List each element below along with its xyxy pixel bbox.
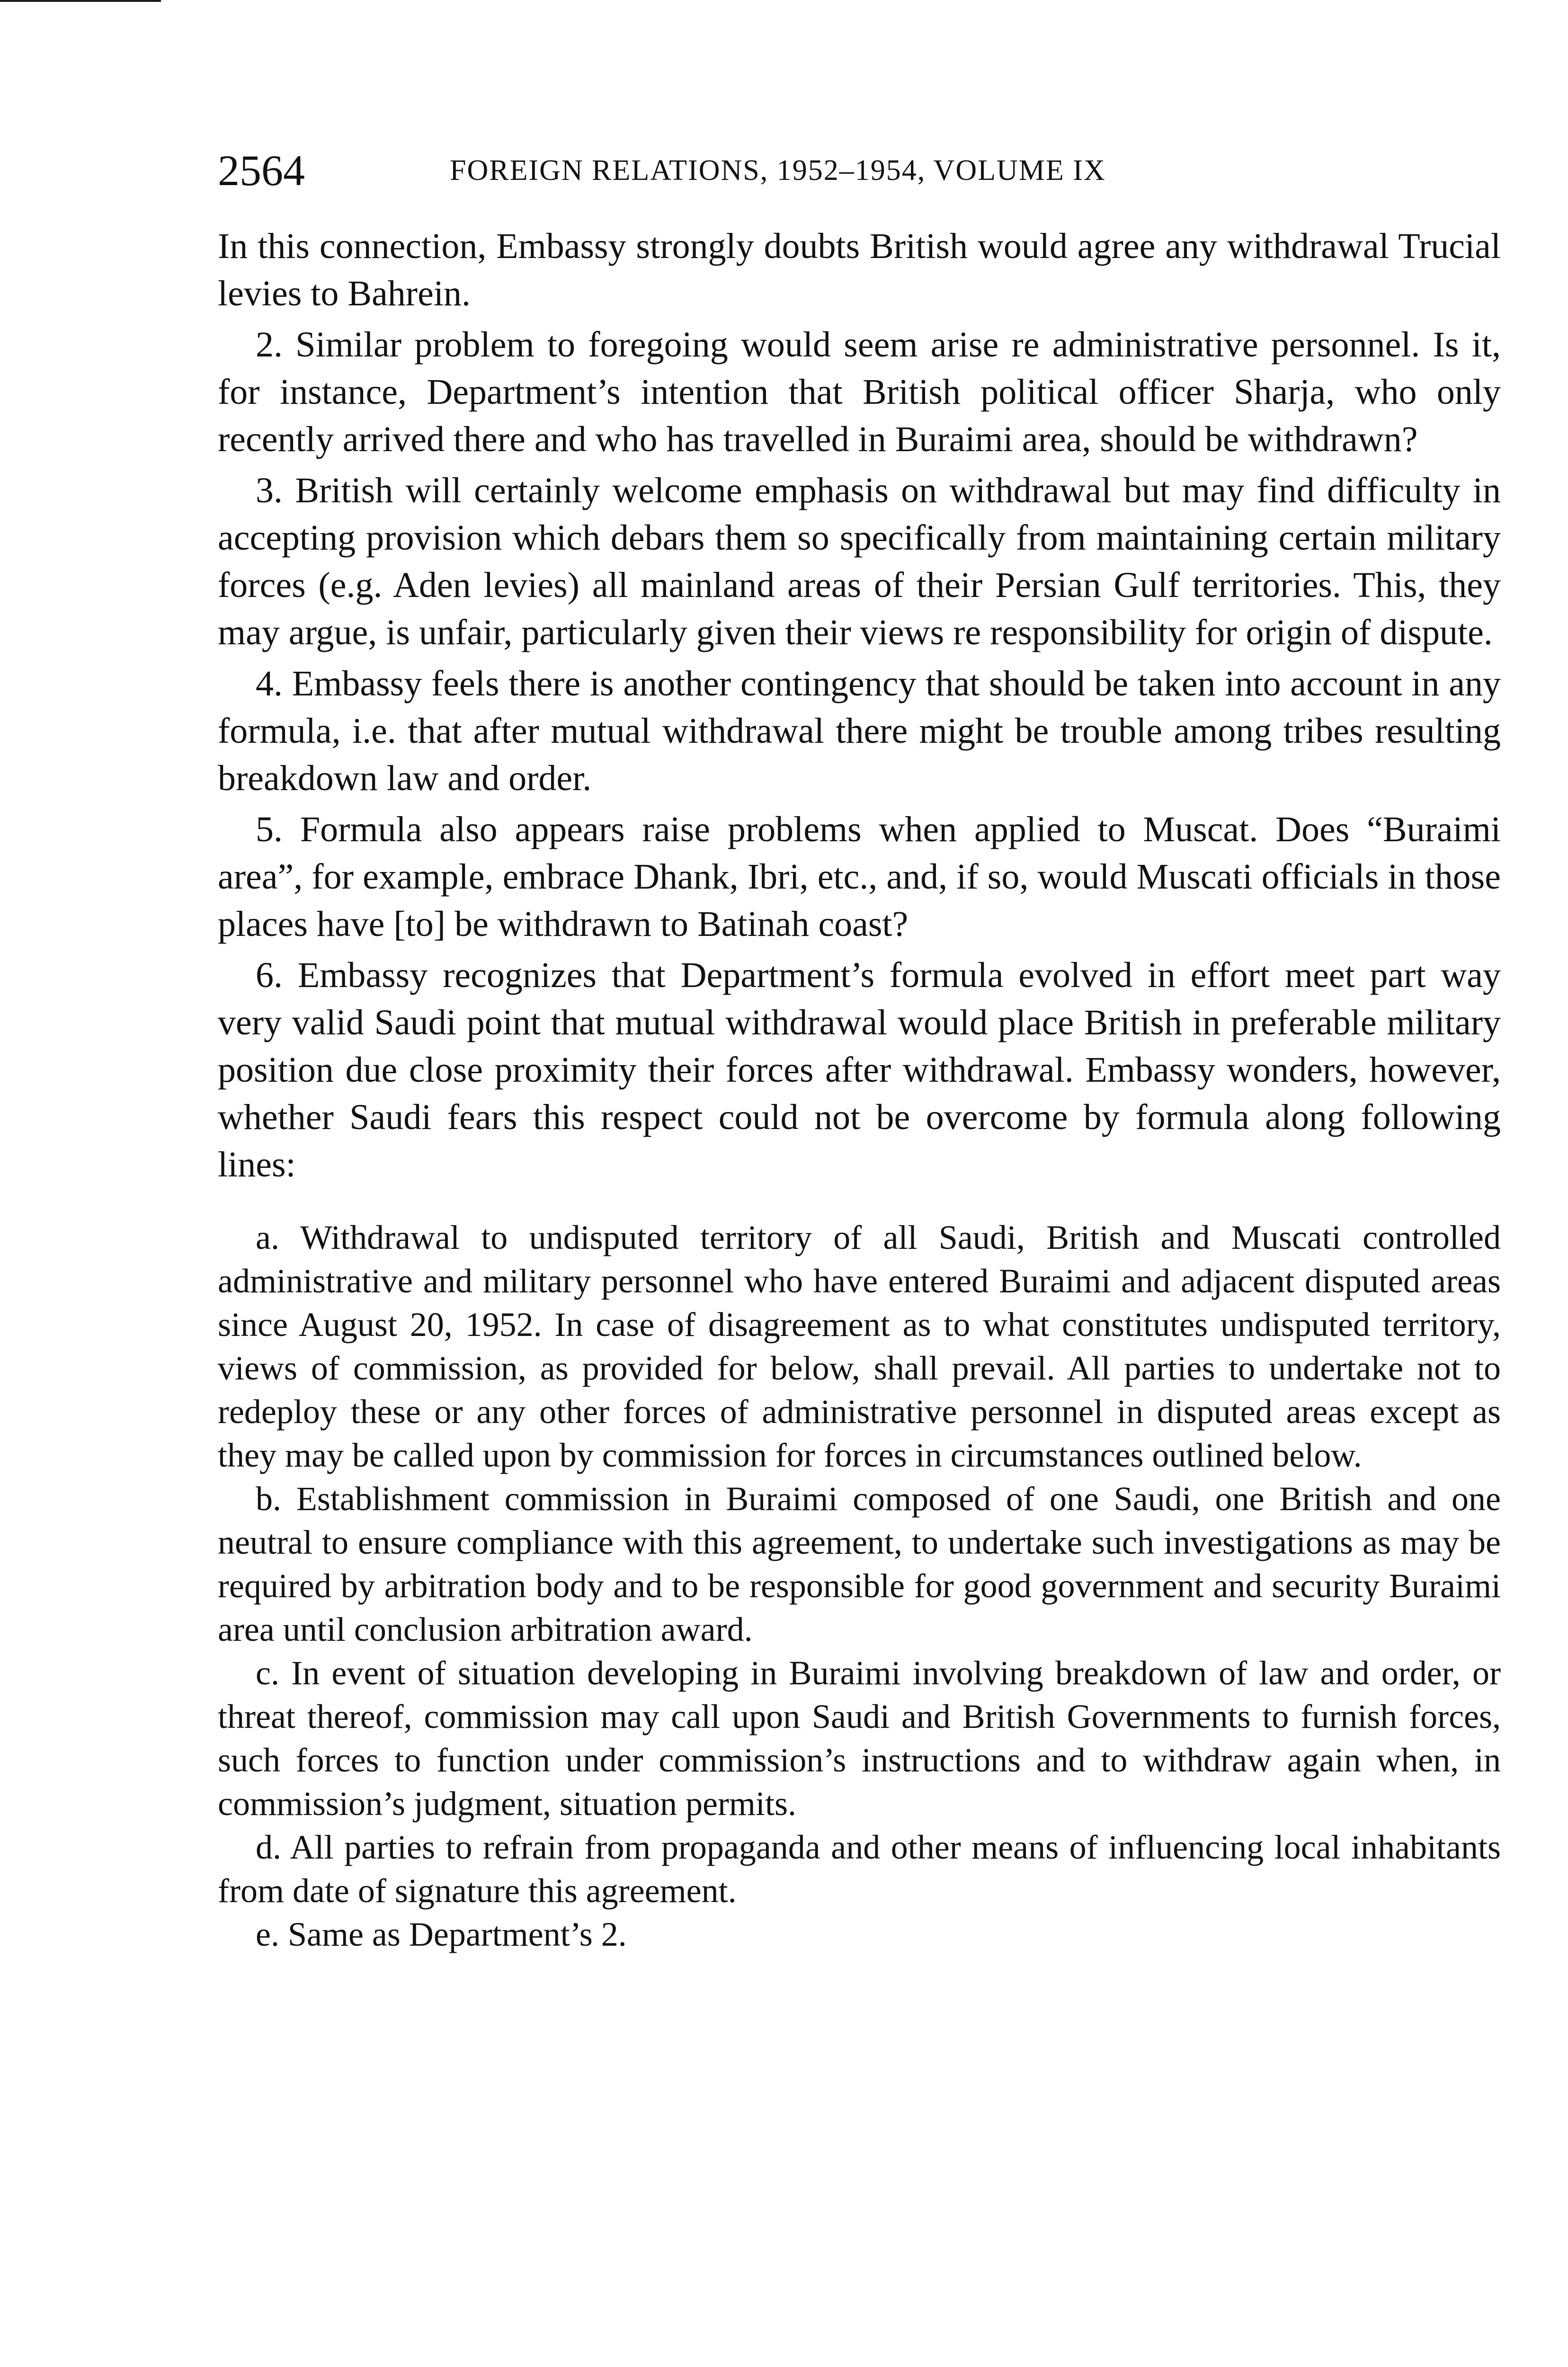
formula-item-e: e. Same as Department’s 2.	[256, 1915, 627, 1953]
paragraph-2: 2. Similar problem to foregoing would seem arise re administrative personnel. Is it, for instance, Department’s intention that British political officer Sharja, who only recently arrived there and who has travelled in Buraimi area, should be withdrawn?	[218, 325, 1501, 459]
paragraph-6: 6. Embassy recognizes that Department’s formula evolved in effort meet part way very valid Saudi point that mutual withdrawal would place British in preferable military position due close proximity their forces after withdrawal. Embassy wonders, however, whether Saudi fears this respect could not be overcome by formula along following lines:	[218, 955, 1501, 1184]
paragraph-3: 3. British will certainly welcome emphasis on withdrawal but may find difficulty in accepting provision which debars them so specifically from maintaining certain military forces (e.g. Aden levies) all mainland areas of their Persian Gulf territories. This, they may argue, is unfair, particularly given their views re responsibility for origin of dispute.	[218, 471, 1501, 652]
proposed-formula-list	[218, 1216, 1501, 1956]
corner-rule	[0, 0, 161, 2]
page-header	[218, 142, 1501, 199]
running-head: FOREIGN RELATIONS, 1952–1954, VOLUME IX	[450, 154, 1106, 187]
formula-item-c: c. In event of situation developing in Buraimi involving breakdown of law and order, or threat thereof, commission may call upon Saudi and British Governments to furnish forces, such forces to function under commission’s instructions and to withdraw again when, in commission’s judgment, situation permits.	[218, 1654, 1501, 1823]
body-text	[218, 222, 1501, 1188]
paragraph-4: 4. Embassy feels there is another contingency that should be taken into account in any formula, i.e. that after mutual withdrawal there might be trouble among tribes resulting breakdown law and order.	[218, 664, 1501, 798]
page-number: 2564	[218, 146, 305, 195]
document-page	[218, 142, 1501, 1956]
paragraph-connection: In this connection, Embassy strongly doubts British would agree any withdrawal Trucial levies to Bahrein.	[218, 226, 1501, 313]
formula-item-b: b. Establishment commission in Buraimi composed of one Saudi, one British and one neutral to ensure compliance with this agreement, to undertake such investigations as may be required by arbitration body and to be responsible for good government and security Buraimi area until conclusion arbitration award.	[218, 1480, 1501, 1648]
formula-item-d: d. All parties to refrain from propaganda and other means of influencing local inhabitants from date of signature this agreement.	[218, 1828, 1501, 1910]
paragraph-5: 5. Formula also appears raise problems when applied to Muscat. Does “Buraimi area”, for example, embrace Dhank, Ibri, etc., and, if so, would Muscati officials in those places have [to] be withdrawn to Batinah coast?	[218, 810, 1501, 944]
formula-item-a: a. Withdrawal to undisputed territory of all Saudi, British and Muscati controlled administrative and military personnel who have entered Buraimi and adjacent disputed areas since August 20, 1952. In case of disagreement as to what constitutes undisputed territory, views of commission, as provided for below, shall prevail. All parties to undertake not to redeploy these or any other forces of administrative personnel in disputed areas except as they may be called upon by commission for forces in circumstances outlined below.	[218, 1219, 1501, 1474]
